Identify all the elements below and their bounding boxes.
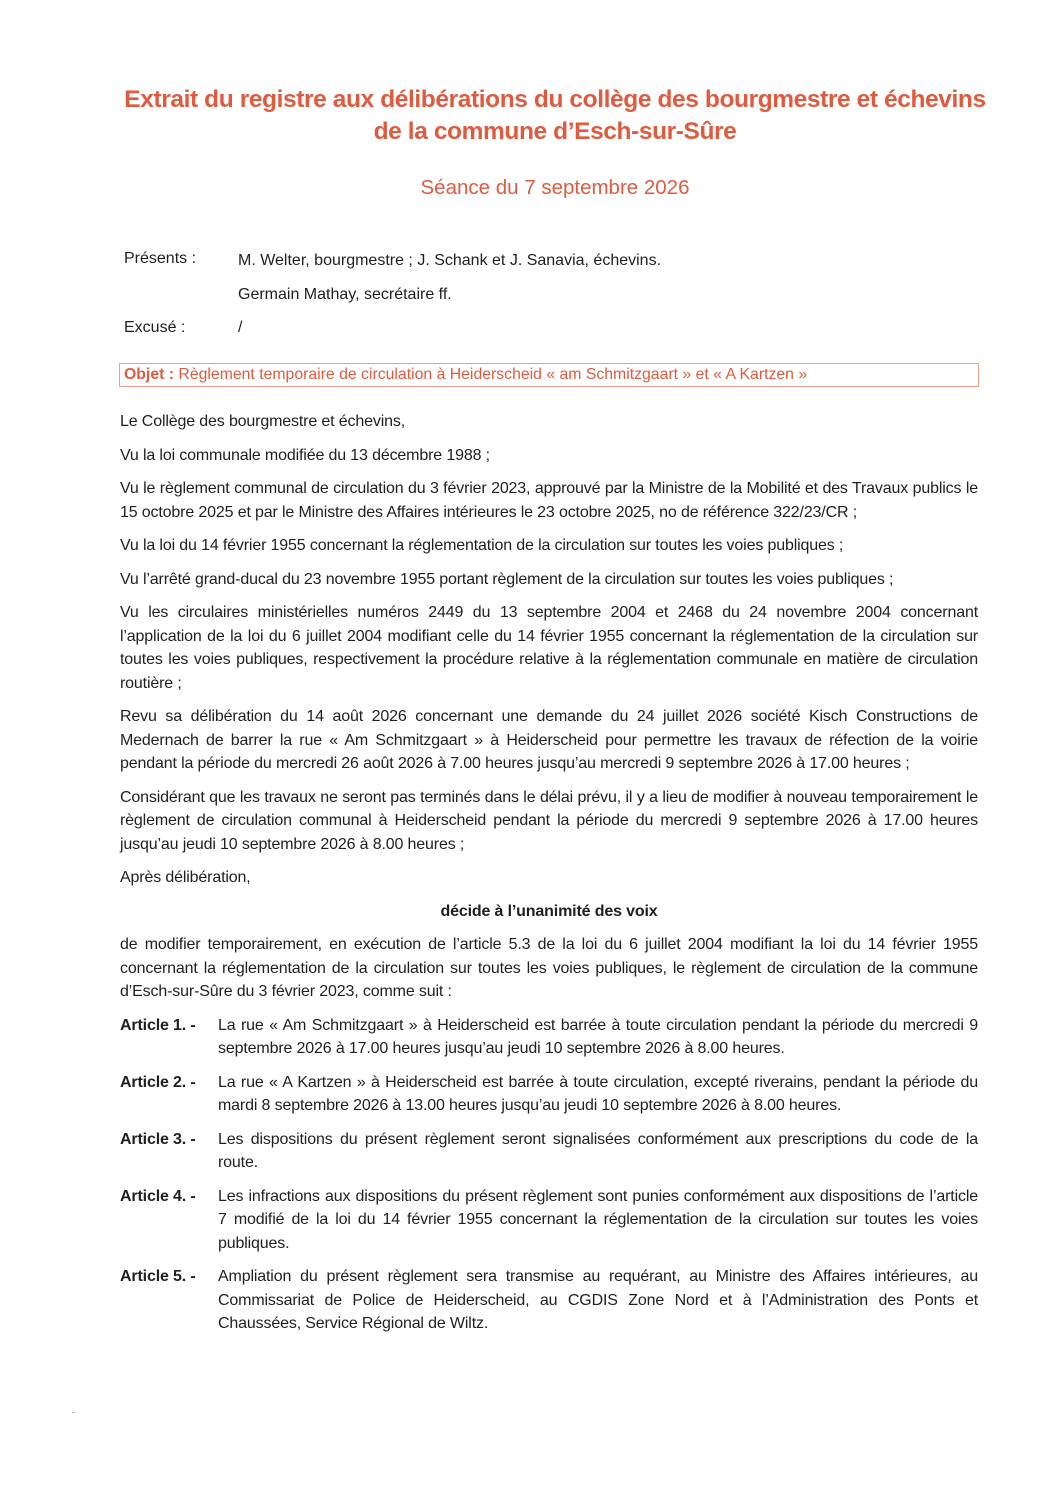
decision-heading: décide à l’unanimité des voix [440,902,658,920]
article-label: Article 5. - [120,1268,196,1285]
paragraph: Le Collège des bourgmestre et échevins, [120,413,405,430]
excuse-value: / [238,319,243,336]
article-text: La rue « A Kartzen » à Heiderscheid est barrée à toute circulation, excepté riverains, pendant la période du mardi 8 septembre 2026 à 13.00 heures jusqu’au jeudi 10 septembre 2026 à 8.00 heures. [218,1073,978,1114]
article-label: Article 3. - [120,1130,196,1148]
paragraph: Revu sa délibération du 14 août 2026 concernant une demande du 24 juillet 2026 société Kisch Constructions de Medernach de barrer la rue « Am Schmitzgaart » à Heiderscheid pour permettre les travaux de réfection de la voirie pendant la période du mercredi 26 août 2026 à 7.00 heures jusqu’au mercredi 9 septembre 2026 à 17.00 heures ; [120,708,978,772]
document-title [80,84,1030,148]
article-label: Article 1. - [120,1016,196,1034]
article-text: Les infractions aux dispositions du présent règlement sont punies conformément aux dispositions de l’article 7 modifié de la loi du 14 février 1955 concernant la réglementation de la circulation sur toutes les voies publiques. [218,1187,978,1252]
article-item [120,1185,978,1256]
paragraph: Vu la loi du 14 février 1955 concernant la réglementation de la circulation sur toutes les voies publiques ; [120,537,844,554]
article-label: Article 4. - [120,1187,196,1205]
paragraph: Vu l’arrêté grand-ducal du 23 novembre 1955 portant règlement de la circulation sur toutes les voies publiques ; [120,570,894,588]
article-item [120,1128,978,1175]
article-item [120,1265,978,1336]
paragraph: Vu la loi communale modifiée du 13 décembre 1988 ; [120,446,490,464]
article-text: Ampliation du présent règlement sera transmise au requérant, au Ministre des Affaires intérieures, au Commissariat de Police de Heiderscheid, au CGDIS Zone Nord et à l’Administration des Ponts et Chaussées, Service Régional de Wiltz. [218,1268,978,1332]
title-line-2: de la commune d’Esch-sur-Sûre [373,118,737,145]
presents-value: M. Welter, bourgmestre ; J. Schank et J. Sanavia, échevins. [238,252,662,269]
title-line-1: Extrait du registre aux délibérations du collège des bourgmestre et échevins [124,86,986,113]
objet-label: Objet : [124,366,175,383]
secretary-value: Germain Mathay, secrétaire ff. [238,286,452,303]
objet-text: Règlement temporaire de circulation à Heiderscheid « am Schmitzgaart » et « A Kartzen » [178,366,808,383]
article-item [120,1014,978,1061]
scan-speck [72,1412,75,1413]
decision-intro: de modifier temporairement, en exécution de l’article 5.3 de la loi du 6 juillet 2004 modifiant la loi du 14 février 1955 concernant la réglementation de la circulation sur toutes les voies publiques, le règlement de circulation de la commune d’Esch-sur-Sûre du 3 février 2023, comme suit : [120,936,978,1000]
excuse-label: Excusé : [124,319,186,336]
article-text: La rue « Am Schmitzgaart » à Heiderscheid est barrée à toute circulation pendant la période du mercredi 9 septembre 2026 à 17.00 heures jusqu’au jeudi 10 septembre 2026 à 8.00 heures. [218,1016,978,1057]
document-body [120,410,978,1346]
paragraph: Vu le règlement communal de circulation du 3 février 2023, approuvé par la Ministre de la Mobilité et des Travaux publics le 15 octobre 2025 et par le Ministre des Affaires intérieures le 23 octobre 2025, no de référence 322/23/CR ; [120,480,978,521]
paragraph: Après délibération, [120,869,251,886]
objet-box [119,363,979,387]
seance-date: Séance du 7 septembre 2026 [420,176,690,199]
paragraph: Considérant que les travaux ne seront pas terminés dans le délai prévu, il y a lieu de modifier à nouveau temporairement le règlement de circulation communal à Heiderscheid pendant la période du mercredi 9 septembre 2026 à 17.00 heures jusqu’au jeudi 10 septembre 2026 à 8.00 heures ; [120,788,978,853]
paragraph: Vu les circulaires ministérielles numéros 2449 du 13 septembre 2004 et 2468 du 24 novembre 2004 concernant l’application de la loi du 6 juillet 2004 modifiant celle du 14 février 1955 concernant la réglementation de la circulation sur toutes les voies publiques, respectivement la procédure relative à la réglementation communale en matière de circulation routière ; [120,604,978,692]
presents-label: Présents : [124,250,197,267]
article-label: Article 2. - [120,1073,196,1091]
article-text: Les dispositions du présent règlement seront signalisées conformément aux prescriptions du code de la route. [218,1130,978,1171]
article-item [120,1071,978,1118]
